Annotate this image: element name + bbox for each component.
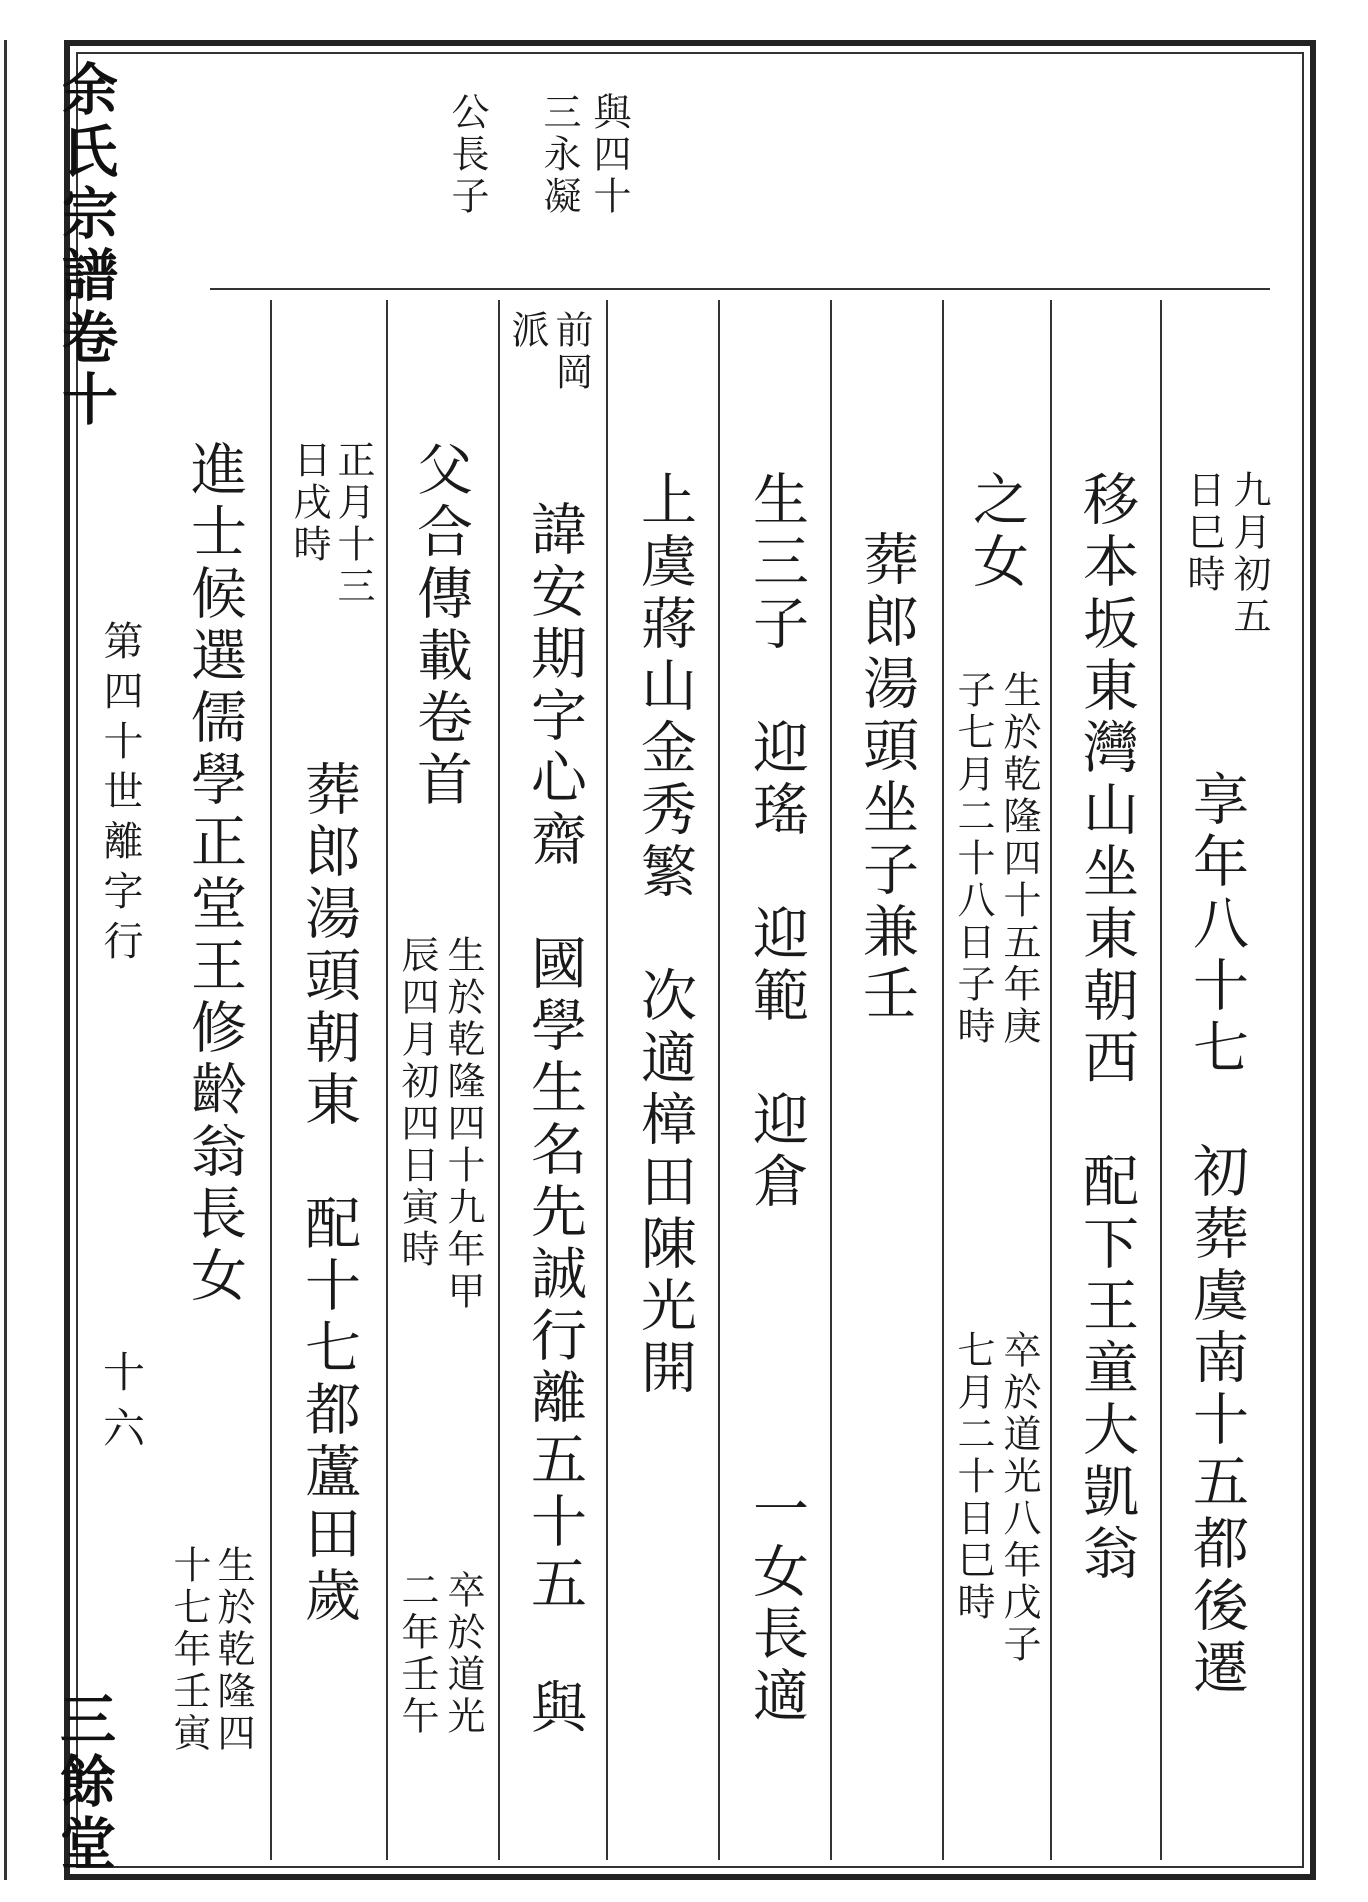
col8-note-c: 卒於道光: [441, 1570, 485, 1738]
col8-note-d: 二年壬午: [395, 1570, 439, 1738]
col3-main-top: 之女: [964, 470, 1029, 594]
col9-main: 葬郎湯頭朝東 配十七都蘆田歲: [296, 760, 361, 1628]
col2-main: 移本坂東灣山坐東朝西 配下王童大凱翁: [1074, 470, 1139, 1586]
column-rule: [606, 300, 608, 1860]
col3-note-d: 七月二十日巳時: [951, 1330, 995, 1624]
column-rule: [1050, 300, 1052, 1860]
column-rule: [1160, 300, 1162, 1860]
header-col-1: 與四十: [587, 92, 631, 218]
generation-label: 第四十世離字行: [97, 620, 143, 970]
column-rule: [270, 300, 272, 1860]
column-rule: [830, 300, 832, 1860]
col1-note-a: 九月初五: [1227, 470, 1271, 638]
column-rule: [718, 300, 720, 1860]
header-divider: [210, 288, 1270, 290]
col1-note-b: 日巳時: [1181, 470, 1225, 596]
col7-note-a: 前岡: [549, 310, 593, 394]
col10-note-a: 生於乾隆四: [211, 1545, 255, 1755]
column-rule: [498, 300, 500, 1860]
page-number: 十六: [97, 1350, 146, 1462]
col9-note-b: 日戌時: [287, 440, 331, 566]
col1-main: 享年八十七 初葬虞南十五都後遷: [1184, 770, 1249, 1700]
col4-main: 葬郎湯頭坐子兼壬: [854, 530, 919, 1026]
column-rule: [386, 300, 388, 1860]
col8-main-top: 父合傳載卷首: [408, 440, 473, 812]
col7-main: 諱安期字心齋 國學生名先誠行離五十五 與: [522, 500, 587, 1740]
col8-note-a: 生於乾隆四十九年甲: [441, 935, 485, 1313]
col7-note-b: 派: [505, 310, 549, 352]
col3-note-b: 子七月二十八日子時: [951, 670, 995, 1048]
header-col-3: 公長子: [445, 92, 489, 218]
col8-note-b: 辰四月初四日寅時: [395, 935, 439, 1271]
column-rule: [942, 300, 944, 1860]
hall-name: 三餘堂: [51, 1690, 117, 1876]
book-title: 余氏宗譜卷十: [53, 60, 119, 432]
col5-main-bottom: 一女長適: [744, 1480, 809, 1728]
col3-note-c: 卒於道光八年戊子: [997, 1330, 1041, 1666]
col5-main-top: 生三子 迎瑤 迎範 迎倉: [744, 470, 809, 1214]
header-col-2: 三永凝: [537, 92, 581, 218]
col6-main: 上虞蔣山金秀繁 次適樟田陳光開: [632, 470, 697, 1400]
col3-note-a: 生於乾隆四十五年庚: [997, 670, 1041, 1048]
col10-main: 進士候選儒學正堂王修齡翁長女: [182, 440, 247, 1308]
col9-note-a: 正月十三: [331, 440, 375, 608]
col10-note-b: 十七年壬寅: [167, 1545, 211, 1755]
